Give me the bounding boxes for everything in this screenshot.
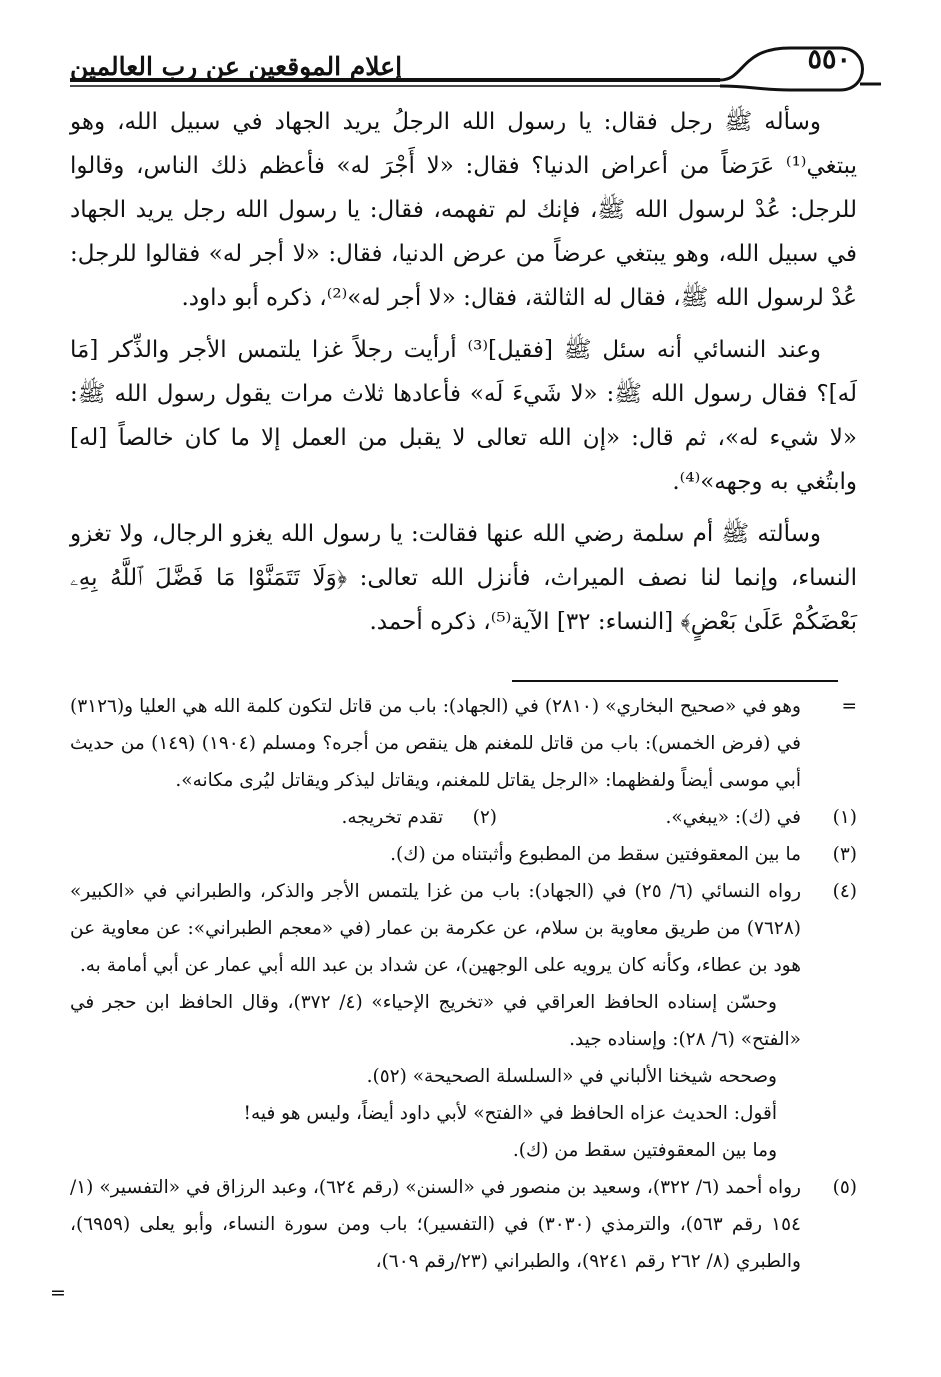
footnote-4	[70, 873, 857, 1169]
footnote-2-mark: (٢)	[472, 807, 497, 828]
body-paragraph-1: وسأله ﷺ رجل فقال: يا رسول الله الرجلُ يريد الجهاد في سبيل الله، وهو يبتغي⁽¹⁾ عَرَضاً من أعراض الدنيا؟ فقال: «لا أَجْرَ له» فأعظم ذلك الناس، وقالوا للرجل: عُدْ لرسول الله ﷺ، فإنك لم تفهمه، فقال: يا رسول الله رجل يريد الجهاد في سبيل الله، وهو يبتغي عرضاً من عرض الدنيا، فقال: «لا أجر له» فقالوا للرجل: عُدْ لرسول الله ﷺ، فقال له الثالثة، فقال: «لا أجر له»⁽²⁾، ذكره أبو داود.	[70, 109, 857, 311]
body-paragraph-3: وسألته ﷺ أم سلمة رضي الله عنها فقالت: يا رسول الله يغزو الرجال، ولا تغزو النساء، وإنما لنا نصف الميراث، فأنزل الله تعالى: ﴿وَلَا تَتَمَنَّوْا مَا فَضَّلَ ٱللَّهُ بِهِۦ بَعْضَكُمْ عَلَىٰ بَعْضٍ﴾ [النساء: ٣٢] الآية⁽⁵⁾، ذكره أحمد.	[70, 521, 857, 635]
running-title: إعلام الموقعين عن رب العالمين	[70, 52, 403, 81]
footnote-3	[70, 836, 857, 873]
continuation-mark: =	[841, 696, 857, 717]
page-number: ٥٥٠	[807, 44, 851, 75]
footnote-1-mark: (١)	[832, 807, 857, 828]
body-paragraph-2: وعند النسائي أنه سئل ﷺ [فقيل]⁽³⁾ أرأيت رجلاً غزا يلتمس الأجر والذِّكر [مَا لَه]؟ فقال رسول الله ﷺ: «لا شَيءَ لَه» فأعادها ثلاث مرات يقول رسول الله ﷺ: «لا شيء له»، ثم قال: «إن الله تعالى لا يقبل من العمل إلا ما كان خالصاً [له] وابتُغي به وجهه»⁽⁴⁾.	[70, 337, 857, 495]
footnote-4-text: وحسّن إسناده الحافظ العراقي في «تخريج الإحياء» (٤/ ٣٧٢)، وقال الحافظ ابن حجر في «الفتح» (٦/ ٢٨): وإسناده جيد.	[70, 992, 801, 1050]
footnote-4-text: أقول: الحديث عزاه الحافظ في «الفتح» لأبي داود أيضاً، وليس هو فيه!	[243, 1103, 777, 1124]
footnote-5-mark: (٥)	[832, 1177, 857, 1198]
footnote-separator	[512, 680, 838, 682]
footnote-1-2-row	[70, 799, 857, 836]
page-header	[70, 40, 881, 100]
footnotes	[70, 688, 857, 1280]
footnote-3-text: ما بين المعقوفتين سقط من المطبوع وأثبتناه من (ك).	[390, 844, 801, 865]
footnote-2	[341, 799, 497, 836]
footnote-5	[70, 1169, 857, 1280]
footnote-4-text: رواه النسائي (٦/ ٢٥) في (الجهاد): باب من غزا يلتمس الأجر والذكر، والطبراني في «الكبير» (٧٦٢٨) من طريق معاوية بن سلام، عن عكرمة بن عمار (في «معجم الطبراني»: عن معاوية عن هود بن عطاء، وكأنه كان يرويه على الوجهين)، عن شداد بن عبد الله أبي عمار عن أبي أمامة به.	[70, 881, 802, 976]
footnote-5-text: رواه أحمد (٦/ ٣٢٢)، وسعيد بن منصور في «السنن» (رقم ٦٢٤)، وعبد الرزاق في «التفسير» (١/ ١٥٤ رقم ٥٦٣)، والترمذي (٣٠٣٠) في (التفسير)؛ باب ومن سورة النساء، وأبو يعلى (٦٩٥٩)، والطبري (٨/ ٢٦٢ رقم ٩٢٤١)، والطبراني (٢٣/رقم ٦٠٩)،	[70, 1177, 801, 1272]
footnote-4-text: وما بين المعقوفتين سقط من (ك).	[512, 1140, 777, 1161]
footnote-2-text: تقدم تخريجه.	[341, 807, 444, 828]
continuation-mark-end: =	[50, 1282, 66, 1304]
continuation-text: وهو في «صحيح البخاري» (٢٨١٠) في (الجهاد): باب من قاتل لتكون كلمة الله هي العليا و(٣١٢٦) في (فرض الخمس): باب من قاتل للمغنم هل ينقص من أجره؟ ومسلم (١٩٠٤) (١٤٩) من حديث أبي موسى أيضاً ولفظهما: «الرجل يقاتل للمغنم، ويقاتل ليذكر ويقاتل ليُرى مكانه».	[70, 696, 801, 791]
footnote-4-mark: (٤)	[832, 881, 857, 902]
footnote-1-text: في (ك): «يبغي».	[665, 807, 801, 828]
footnote-3-mark: (٣)	[832, 844, 857, 865]
footnote-4-text: وصححه شيخنا الألباني في «السلسلة الصحيحة» (٥٢).	[366, 1066, 777, 1087]
main-text	[70, 100, 857, 652]
footnote-continuation	[70, 688, 857, 799]
